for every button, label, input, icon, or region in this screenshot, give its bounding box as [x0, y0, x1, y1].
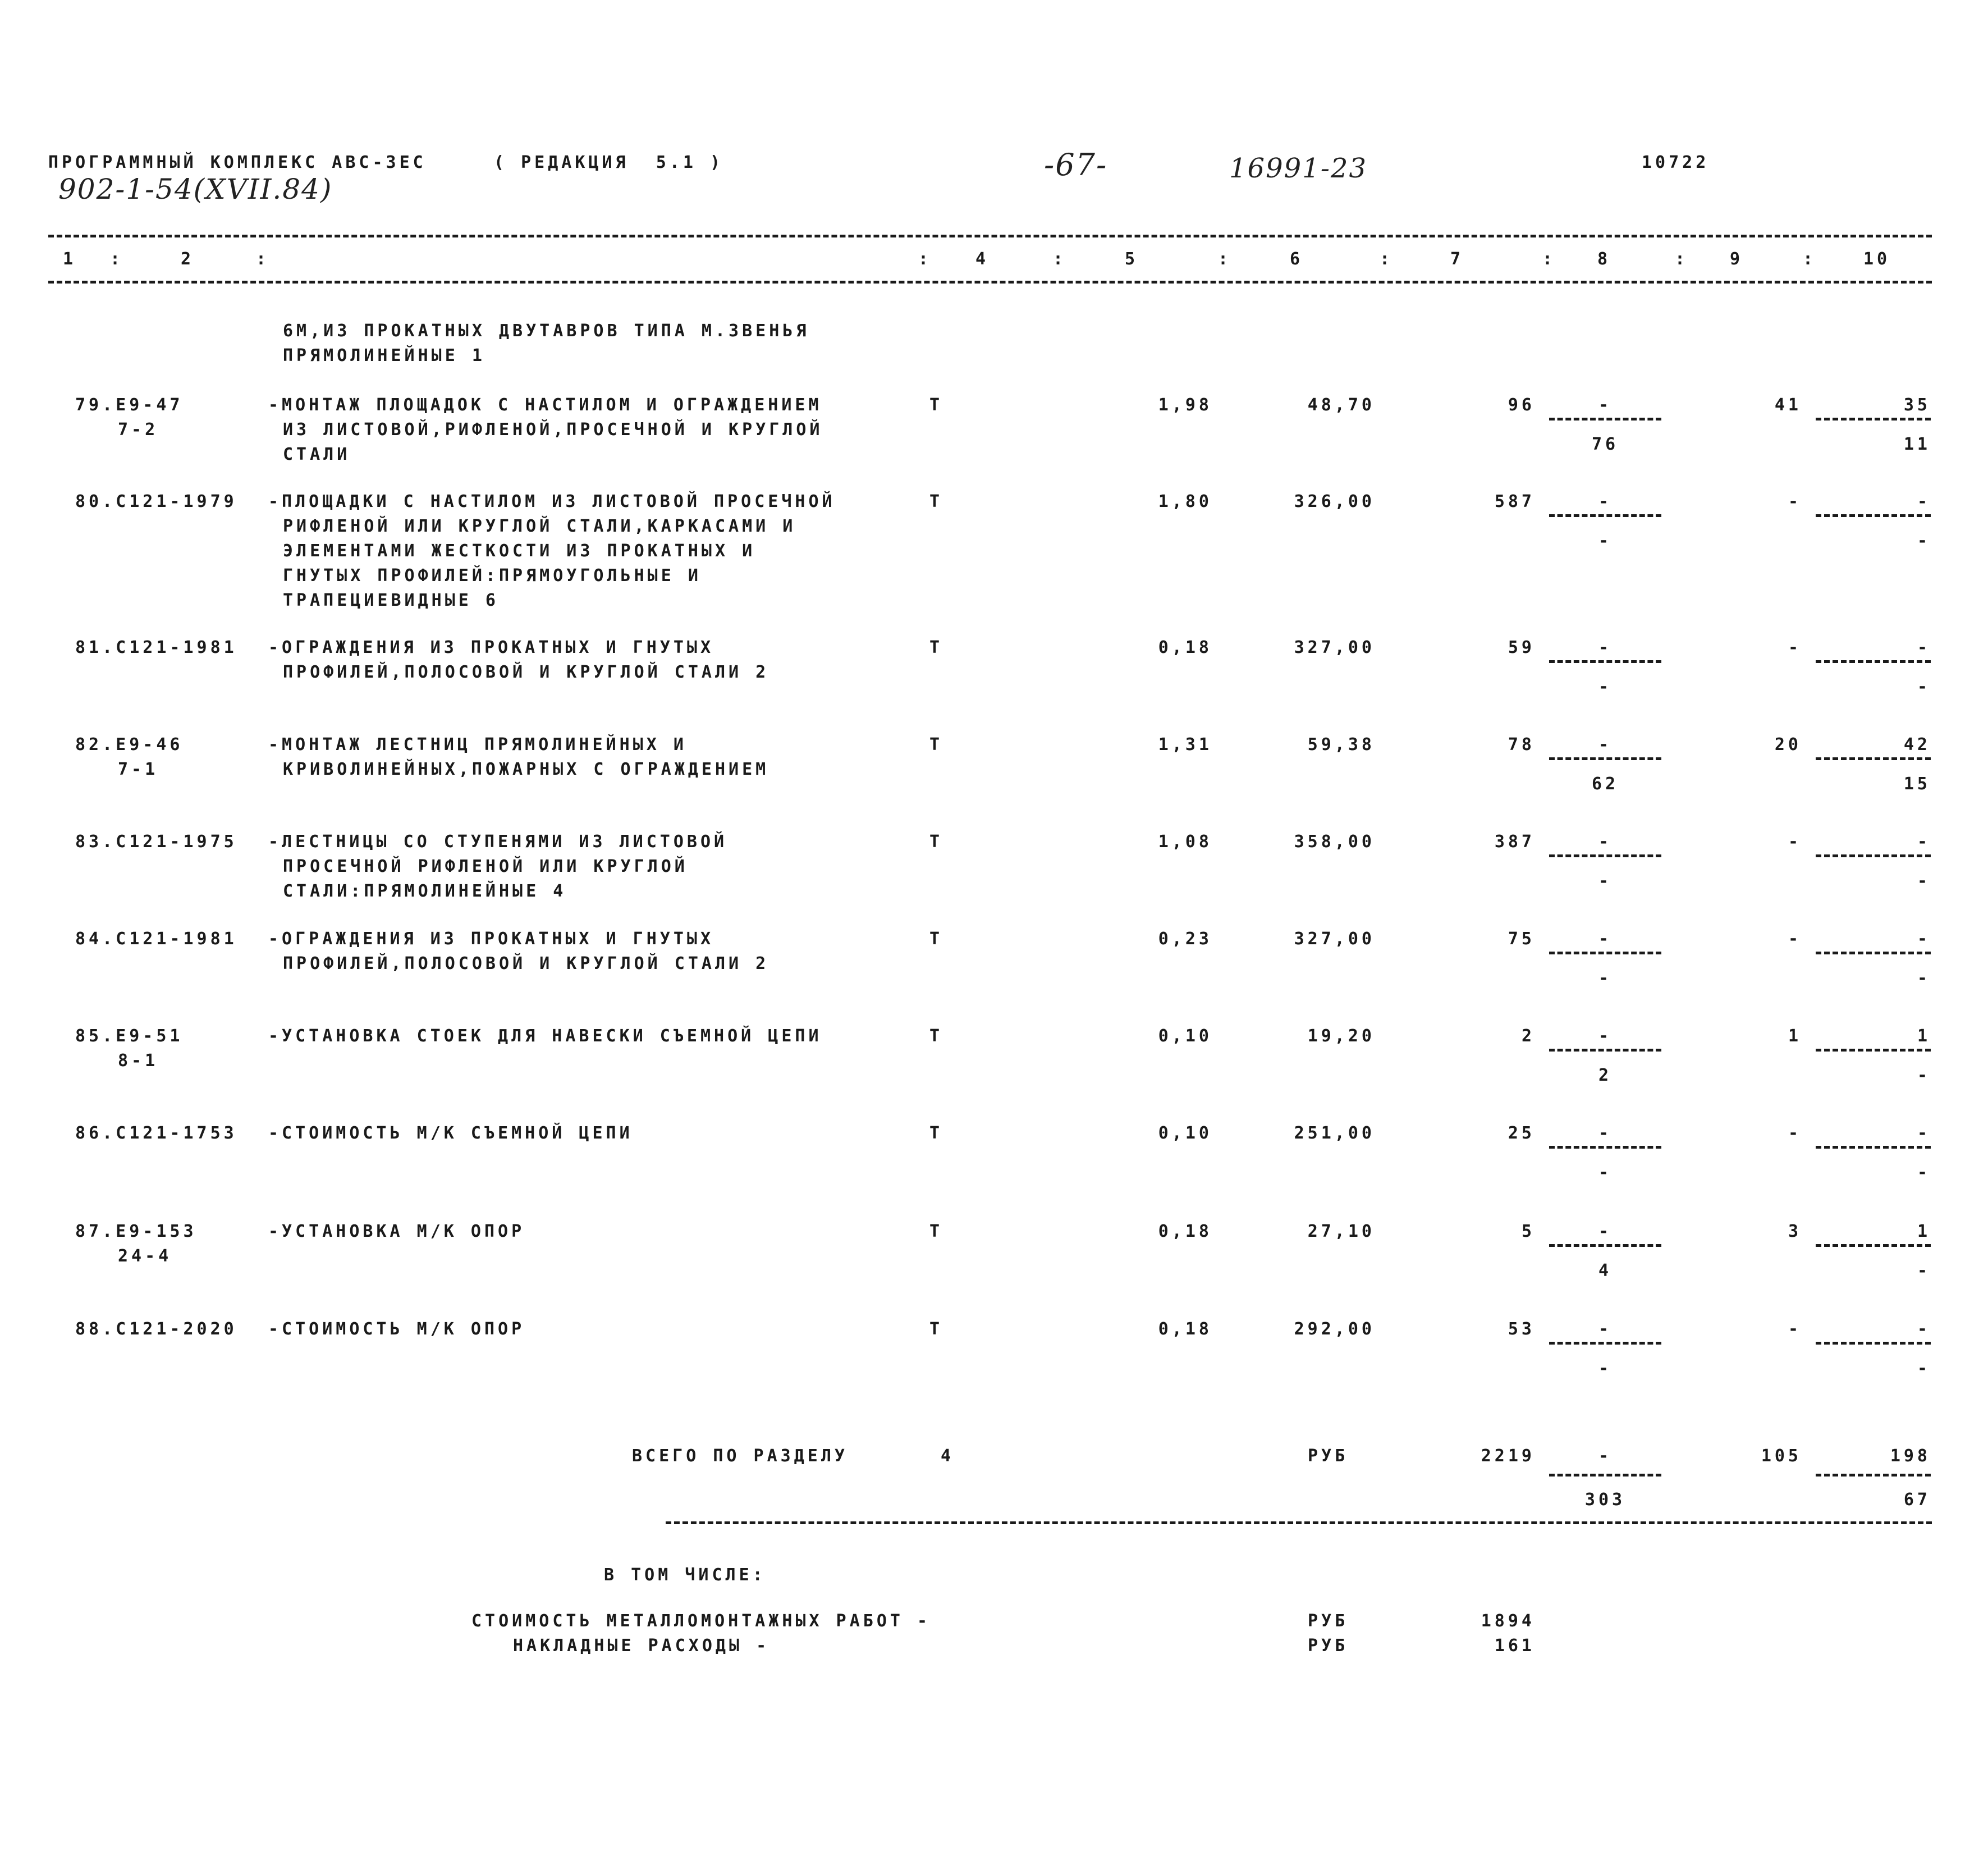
row-code: 84.С121-1981	[75, 929, 237, 949]
col-sep: :	[1803, 249, 1817, 269]
row-unit-price: 59,38	[1307, 735, 1375, 755]
row-code: 83.С121-1975	[75, 832, 237, 852]
row-description-line: РИФЛЕНОЙ ИЛИ КРУГЛОЙ СТАЛИ,КАРКАСАМИ И	[283, 516, 796, 536]
row-description-line: -ОГРАЖДЕНИЯ ИЗ ПРОКАТНЫХ И ГНУТЫХ	[268, 929, 714, 949]
row-col10-top: 1	[1917, 1222, 1931, 1241]
row-col9: -	[1788, 1123, 1802, 1143]
row-description-line: ИЗ ЛИСТОВОЙ,РИФЛЕНОЙ,ПРОСЕЧНОЙ И КРУГЛОЙ	[283, 420, 823, 440]
edition-label: ( РЕДАКЦИЯ 5.1 )	[494, 153, 724, 172]
row-code-sub: 8-1	[118, 1051, 159, 1071]
row-col10-top: 35	[1903, 395, 1931, 415]
row-col8-bottom: 4	[1598, 1261, 1613, 1281]
row-description-line: -МОНТАЖ ЛЕСТНИЦ ПРЯМОЛИНЕЙНЫХ И	[268, 735, 687, 755]
row-unit-price: 326,00	[1294, 492, 1375, 511]
row-col10-top: -	[1917, 1123, 1931, 1143]
including-item-label: НАКЛАДНЫЕ РАСХОДЫ -	[513, 1636, 770, 1656]
row-quantity: 1,31	[1158, 735, 1212, 755]
row-total: 2	[1521, 1026, 1535, 1046]
summary-rule	[666, 1521, 1932, 1524]
row-col8-top: -	[1598, 929, 1613, 949]
row-col10-top: 42	[1903, 735, 1931, 755]
row-col8-top: -	[1598, 1123, 1613, 1143]
fraction-line	[1549, 418, 1661, 420]
including-item-value: 161	[1494, 1636, 1535, 1656]
row-code: 80.С121-1979	[75, 492, 237, 511]
summary-c10b: 67	[1903, 1490, 1931, 1510]
fraction-line	[1816, 854, 1931, 857]
row-quantity: 0,10	[1158, 1123, 1212, 1143]
summary-section: 4	[941, 1446, 955, 1466]
row-unit-price: 292,00	[1294, 1319, 1375, 1339]
row-description-line: ГНУТЫХ ПРОФИЛЕЙ:ПРЯМОУГОЛЬНЫЕ И	[283, 566, 702, 586]
row-quantity: 0,18	[1158, 638, 1212, 657]
fraction-line	[1549, 1049, 1661, 1052]
row-col10-bottom: -	[1917, 677, 1931, 697]
row-col8-bottom: -	[1598, 677, 1613, 697]
row-col10-top: -	[1917, 1319, 1931, 1339]
fraction-line	[1816, 514, 1931, 517]
including-item-value: 1894	[1481, 1611, 1535, 1631]
row-unit-price: 327,00	[1294, 638, 1375, 657]
summary-c8: -	[1598, 1446, 1613, 1466]
summary-c8b: 303	[1584, 1490, 1626, 1510]
row-col8-bottom: 62	[1591, 774, 1619, 794]
row-unit: Т	[929, 1222, 943, 1241]
row-code: 85.Е9-51	[75, 1026, 184, 1046]
row-description-line: -УСТАНОВКА М/К ОПОР	[268, 1222, 525, 1241]
program-title: ПРОГРАММНЫЙ КОМПЛЕКС АВС-3ЕС	[48, 153, 427, 172]
row-col8-top: -	[1598, 1026, 1613, 1046]
col-sep: :	[1380, 249, 1394, 269]
fraction-line	[1816, 757, 1931, 760]
row-description-line: -МОНТАЖ ПЛОЩАДОК С НАСТИЛОМ И ОГРАЖДЕНИЕМ	[268, 395, 822, 415]
row-description-line: ПРОФИЛЕЙ,ПОЛОСОВОЙ И КРУГЛОЙ СТАЛИ 2	[283, 662, 769, 682]
row-description-line: -СТОИМОСТЬ М/К СЪЕМНОЙ ЦЕПИ	[268, 1123, 633, 1143]
row-col9: 3	[1788, 1222, 1802, 1241]
row-unit: Т	[929, 929, 943, 949]
row-total: 587	[1494, 492, 1535, 511]
col-sep: :	[1675, 249, 1689, 269]
summary-c9: 105	[1761, 1446, 1802, 1466]
row-code: 81.С121-1981	[75, 638, 237, 657]
row-quantity: 1,80	[1158, 492, 1212, 511]
col-8: 8	[1597, 249, 1611, 269]
row-unit-price: 251,00	[1294, 1123, 1375, 1143]
row-col10-top: 1	[1917, 1026, 1931, 1046]
row-unit: Т	[929, 638, 943, 657]
fraction-line	[1816, 1342, 1931, 1345]
fraction-line	[1549, 660, 1661, 663]
row-quantity: 0,10	[1158, 1026, 1212, 1046]
row-code: 88.С121-2020	[75, 1319, 237, 1339]
row-col8-top: -	[1598, 395, 1613, 415]
row-unit-price: 27,10	[1307, 1222, 1375, 1241]
row-unit-price: 19,20	[1307, 1026, 1375, 1046]
fraction-line	[1816, 1244, 1931, 1247]
row-description-line: КРИВОЛИНЕЙНЫХ,ПОЖАРНЫХ С ОГРАЖДЕНИЕМ	[283, 760, 769, 779]
row-quantity: 1,08	[1158, 832, 1212, 852]
row-description-line: СТАЛИ	[283, 445, 351, 464]
row-col9: 20	[1774, 735, 1802, 755]
including-label: В ТОМ ЧИСЛЕ:	[604, 1565, 766, 1585]
row-unit-price: 48,70	[1307, 395, 1375, 415]
col-6: 6	[1290, 249, 1304, 269]
row-code: 87.Е9-153	[75, 1222, 197, 1241]
row-unit: Т	[929, 735, 943, 755]
row-unit: Т	[929, 395, 943, 415]
header-rule-bottom	[48, 281, 1932, 284]
summary-total: 2219	[1481, 1446, 1535, 1466]
row-col9: -	[1788, 638, 1802, 657]
fraction-line	[1816, 1146, 1931, 1149]
fraction-line	[1549, 1474, 1661, 1476]
row-code-sub: 7-1	[118, 760, 159, 779]
row-col9: 41	[1774, 395, 1802, 415]
row-code: 82.Е9-46	[75, 735, 184, 755]
row-col10-bottom: 15	[1903, 774, 1931, 794]
header-rule-top	[48, 235, 1932, 237]
row-unit-price: 327,00	[1294, 929, 1375, 949]
summary-label: ВСЕГО ПО РАЗДЕЛУ	[632, 1446, 848, 1466]
including-item-currency: РУБ	[1308, 1611, 1349, 1631]
fraction-line	[1549, 514, 1661, 517]
fraction-line	[1816, 660, 1931, 663]
row-unit: Т	[929, 832, 943, 852]
row-total: 387	[1494, 832, 1535, 852]
row-description-line: СТАЛИ:ПРЯМОЛИНЕЙНЫЕ 4	[283, 881, 567, 901]
fraction-line	[1549, 854, 1661, 857]
row-total: 5	[1521, 1222, 1535, 1241]
row-col9: -	[1788, 929, 1802, 949]
row-unit: Т	[929, 1026, 943, 1046]
row-unit: Т	[929, 492, 943, 511]
including-item-label: СТОИМОСТЬ МЕТАЛЛОМОНТАЖНЫХ РАБОТ -	[471, 1611, 931, 1631]
row-col8-top: -	[1598, 735, 1613, 755]
col-7: 7	[1450, 249, 1464, 269]
row-total: 53	[1508, 1319, 1535, 1339]
row-col8-bottom: -	[1598, 968, 1613, 988]
row-code-sub: 7-2	[118, 420, 159, 440]
row-col9: -	[1788, 1319, 1802, 1339]
row-col10-top: -	[1917, 929, 1931, 949]
fraction-line	[1549, 1244, 1661, 1247]
row-unit: Т	[929, 1319, 943, 1339]
page-number: -67-	[1044, 147, 1108, 182]
row-description-line: ПРОСЕЧНОЙ РИФЛЕНОЙ ИЛИ КРУГЛОЙ	[283, 857, 688, 876]
row-total: 59	[1508, 638, 1535, 657]
fraction-line	[1816, 952, 1931, 954]
row-col9: 1	[1788, 1026, 1802, 1046]
col-sep: :	[1218, 249, 1232, 269]
project-code: 902-1-54(XVII.84)	[58, 173, 333, 205]
col-sep: :	[1053, 249, 1067, 269]
continuation-line: 6М,ИЗ ПРОКАТНЫХ ДВУТАВРОВ ТИПА М.ЗВЕНЬЯ	[283, 321, 810, 341]
row-col9: -	[1788, 832, 1802, 852]
row-description-line: -ЛЕСТНИЦЫ СО СТУПЕНЯМИ ИЗ ЛИСТОВОЙ	[268, 832, 728, 852]
summary-currency: РУБ	[1308, 1446, 1349, 1466]
row-col10-bottom: -	[1917, 968, 1931, 988]
row-col8-bottom: -	[1598, 531, 1613, 551]
row-quantity: 0,18	[1158, 1222, 1212, 1241]
row-col8-bottom: -	[1598, 1163, 1613, 1182]
fraction-line	[1549, 757, 1661, 760]
col-sep: :	[918, 249, 932, 269]
row-total: 75	[1508, 929, 1535, 949]
row-col10-bottom: -	[1917, 1163, 1931, 1182]
row-col9: -	[1788, 492, 1802, 511]
row-col10-bottom: -	[1917, 1066, 1931, 1085]
fraction-line	[1816, 1474, 1931, 1476]
row-col10-top: -	[1917, 832, 1931, 852]
col-9: 9	[1730, 249, 1744, 269]
row-col10-bottom: -	[1917, 1261, 1931, 1281]
col-sep: :	[110, 249, 124, 269]
row-col8-bottom: -	[1598, 1359, 1613, 1378]
row-col8-top: -	[1598, 638, 1613, 657]
row-col8-top: -	[1598, 1222, 1613, 1241]
row-quantity: 0,18	[1158, 1319, 1212, 1339]
row-description-line: -ПЛОЩАДКИ С НАСТИЛОМ ИЗ ЛИСТОВОЙ ПРОСЕЧНОЙ	[268, 492, 836, 511]
fraction-line	[1549, 1146, 1661, 1149]
row-col10-top: -	[1917, 638, 1931, 657]
row-description-line: -ОГРАЖДЕНИЯ ИЗ ПРОКАТНЫХ И ГНУТЫХ	[268, 638, 714, 657]
col-1: 1	[63, 249, 77, 269]
row-col8-bottom: -	[1598, 871, 1613, 891]
row-total: 78	[1508, 735, 1535, 755]
row-total: 96	[1508, 395, 1535, 415]
row-col8-bottom: 2	[1598, 1066, 1613, 1085]
row-description-line: ПРОФИЛЕЙ,ПОЛОСОВОЙ И КРУГЛОЙ СТАЛИ 2	[283, 954, 769, 973]
row-col10-bottom: 11	[1903, 435, 1931, 454]
row-code-sub: 24-4	[118, 1246, 172, 1266]
row-col10-bottom: -	[1917, 531, 1931, 551]
row-description-line: ТРАПЕЦИЕВИДНЫЕ 6	[283, 591, 499, 610]
col-5: 5	[1125, 249, 1139, 269]
row-unit-price: 358,00	[1294, 832, 1375, 852]
fraction-line	[1816, 1049, 1931, 1052]
row-code: 86.С121-1753	[75, 1123, 237, 1143]
row-col8-top: -	[1598, 492, 1613, 511]
row-quantity: 0,23	[1158, 929, 1212, 949]
continuation-line: ПРЯМОЛИНЕЙНЫЕ 1	[283, 346, 485, 365]
fraction-line	[1816, 418, 1931, 420]
row-description-line: ЭЛЕМЕНТАМИ ЖЕСТКОСТИ ИЗ ПРОКАТНЫХ И	[283, 541, 756, 561]
row-code: 79.Е9-47	[75, 395, 184, 415]
including-item-currency: РУБ	[1308, 1636, 1349, 1656]
doc-number: 10722	[1642, 153, 1710, 172]
col-10: 10	[1863, 249, 1891, 269]
row-total: 25	[1508, 1123, 1535, 1143]
col-2: 2	[181, 249, 195, 269]
doc-code: 16991-23	[1229, 153, 1367, 184]
fraction-line	[1549, 1342, 1661, 1345]
col-4: 4	[975, 249, 990, 269]
row-col8-bottom: 76	[1591, 435, 1619, 454]
row-unit: Т	[929, 1123, 943, 1143]
fraction-line	[1549, 952, 1661, 954]
row-description-line: -УСТАНОВКА СТОЕК ДЛЯ НАВЕСКИ СЪЕМНОЙ ЦЕПИ	[268, 1026, 822, 1046]
col-sep: :	[1542, 249, 1556, 269]
row-col10-bottom: -	[1917, 1359, 1931, 1378]
row-col8-top: -	[1598, 1319, 1613, 1339]
row-quantity: 1,98	[1158, 395, 1212, 415]
row-col10-top: -	[1917, 492, 1931, 511]
row-col8-top: -	[1598, 832, 1613, 852]
summary-c10: 198	[1890, 1446, 1931, 1466]
row-description-line: -СТОИМОСТЬ М/К ОПОР	[268, 1319, 525, 1339]
col-sep: :	[256, 249, 270, 269]
row-col10-bottom: -	[1917, 871, 1931, 891]
